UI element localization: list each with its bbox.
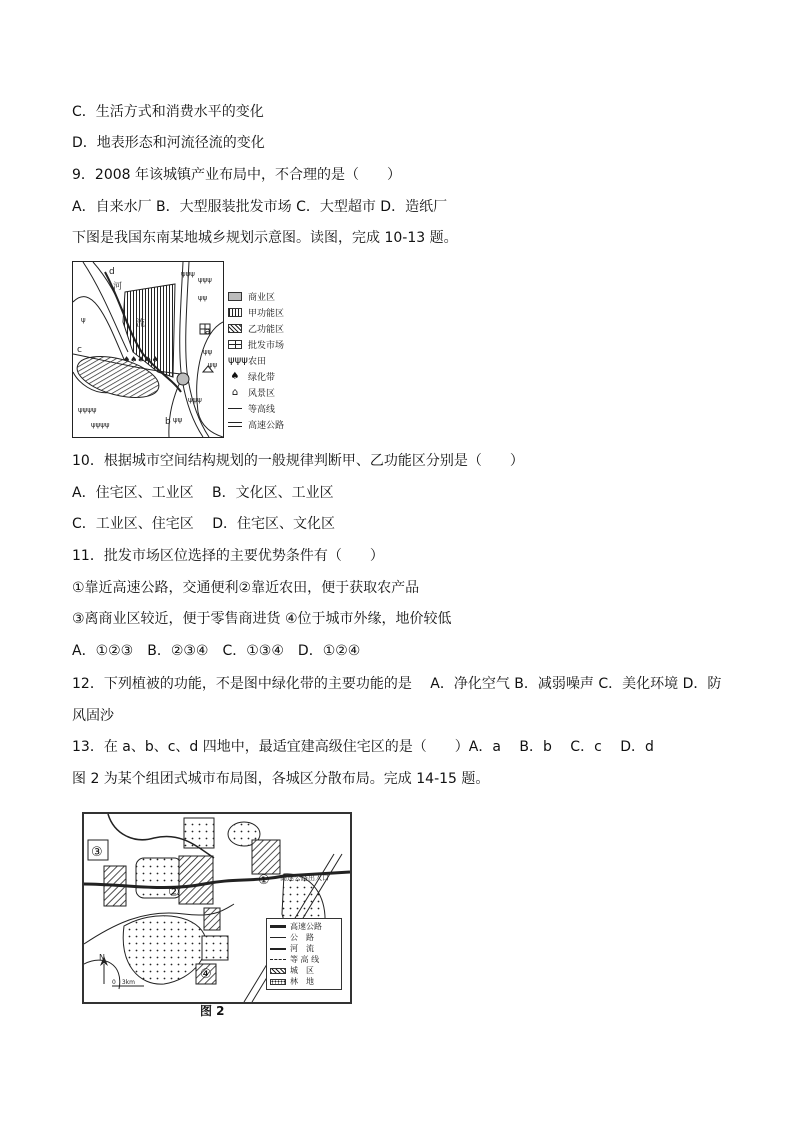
question-9-options: A．自来水厂 B．大型服装批发市场 C．大型超市 D．造纸厂 [72,199,448,215]
tree-icon: ♠ [230,370,240,382]
scenic-pavilion-icon: ⌂ [231,386,239,398]
legend-commerce: 商业区 [228,288,308,304]
svg-text:ψψ: ψψ [208,361,218,369]
forest-swatch-icon [270,979,286,985]
question-9: 9．2008 年该城镇产业布局中，不合理的是（ ） [72,167,401,183]
highway-exit-label: 高速公路出入口 [280,874,329,882]
svg-text:ψψ: ψψ [198,294,208,302]
market-swatch-icon [228,340,242,349]
zone-b-swatch-icon [228,324,242,333]
expressway-line-icon [270,925,286,928]
scale-bar-label: 0 3km [112,979,135,986]
question-11: 11．批发市场区位选择的主要优势条件有（ ） [72,548,384,564]
svg-text:ψψ: ψψ [173,416,183,424]
highway-line-icon [228,420,242,429]
question-11-statements-3-4: ③离商业区较近，便于零售商进货 ④位于城市外缘，地价较低 [72,611,452,627]
planning-map-drawing [73,262,223,437]
intro-10-13: 下图是我国东南某地城乡规划示意图。读图，完成 10-13 题。 [72,230,458,246]
zone-a-swatch-icon [228,308,242,317]
figure-2-caption: 图 2 [200,1004,225,1018]
zone-4-label: ④ [200,967,212,982]
zone-1-label: ① [258,873,270,888]
planning-map-figure [72,261,224,438]
legend-forest: 林 地 [270,976,338,987]
map-label-river-2: 流 [136,319,146,329]
option-c: C．生活方式和消费水平的变化 [72,104,264,120]
contour-line-icon [228,404,242,413]
legend-scenic: ⌂ 风景区 [228,384,308,400]
legend-zone-b: 乙功能区 [228,320,308,336]
farmland-icon: ψψψ [228,354,248,366]
question-10-options-ab: A．住宅区、工业区 B．文化区、工业区 [72,485,334,501]
map-label-c: c [77,345,82,355]
legend-urban-area: 城 区 [270,965,338,976]
svg-text:ψψψψ: ψψψψ [91,421,110,429]
road-line-icon [270,937,286,938]
question-10: 10．根据城市空间结构规划的一般规律判断甲、乙功能区分别是（ ） [72,453,524,469]
question-11-statements-1-2: ①靠近高速公路，交通便利②靠近农田，便于获取农产品 [72,580,420,596]
map-label-river-1: 河 [113,282,123,292]
compass-icon [99,953,108,984]
legend-contour: 等高线 [228,400,308,416]
commerce-swatch-icon [228,292,242,301]
urban-area-swatch-icon [270,968,286,974]
legend-farmland: ψψψ 农田 [228,354,267,367]
map-label-d: d [109,267,115,277]
planning-map-legend [228,288,308,432]
question-11-options: A．①②③ B．②③④ C．①③④ D．①②④ [72,643,361,659]
river-line-icon [270,948,286,950]
legend-road: 公 路 [270,932,338,943]
legend-market: 批发市场 [228,336,308,352]
svg-text:ψψψ: ψψψ [198,276,212,284]
question-12: 12．下列植被的功能，不是图中绿化带的主要功能的是 A．净化空气 B．减弱噪声 C．美化环境 D．防 [72,676,722,692]
intro-14-15: 图 2 为某个组团式城市布局图，各城区分散布局。完成 14-15 题。 [72,771,490,787]
legend-highway: 高速公路 [228,416,308,432]
zone-3-label: ③ [91,845,103,860]
svg-text:ψψψ: ψψψ [181,270,195,278]
svg-text:ψψ: ψψ [203,348,213,356]
svg-text:ψψψ: ψψψ [188,396,202,404]
map-label-b: b [165,417,171,427]
svg-text:♠♠♠♠♠: ♠♠♠♠♠ [123,355,159,364]
option-d: D．地表形态和河流径流的变化 [72,135,265,151]
cluster-city-map-legend [266,918,342,990]
legend-zone-a: 甲功能区 [228,304,308,320]
legend-river: 河 流 [270,943,338,954]
svg-text:N: N [99,953,105,962]
question-12-continued: 风固沙 [72,708,114,724]
zone-2-label: ② [168,885,180,900]
svg-text:ψψψψ: ψψψψ [78,406,97,414]
map-label-a: a [205,327,211,337]
legend-contour-2: 等 高 线 [270,954,338,965]
question-10-options-cd: C．工业区、住宅区 D．住宅区、文化区 [72,516,336,532]
question-13: 13．在 a、b、c、d 四地中，最适宜建高级住宅区的是（ ）A．a B．b C．c D．d [72,739,654,755]
contour-line-icon [270,959,286,960]
svg-text:ψ: ψ [81,316,86,324]
legend-green-belt: ♠ 绿化带 [228,368,308,384]
legend-expressway: 高速公路 [270,921,338,932]
